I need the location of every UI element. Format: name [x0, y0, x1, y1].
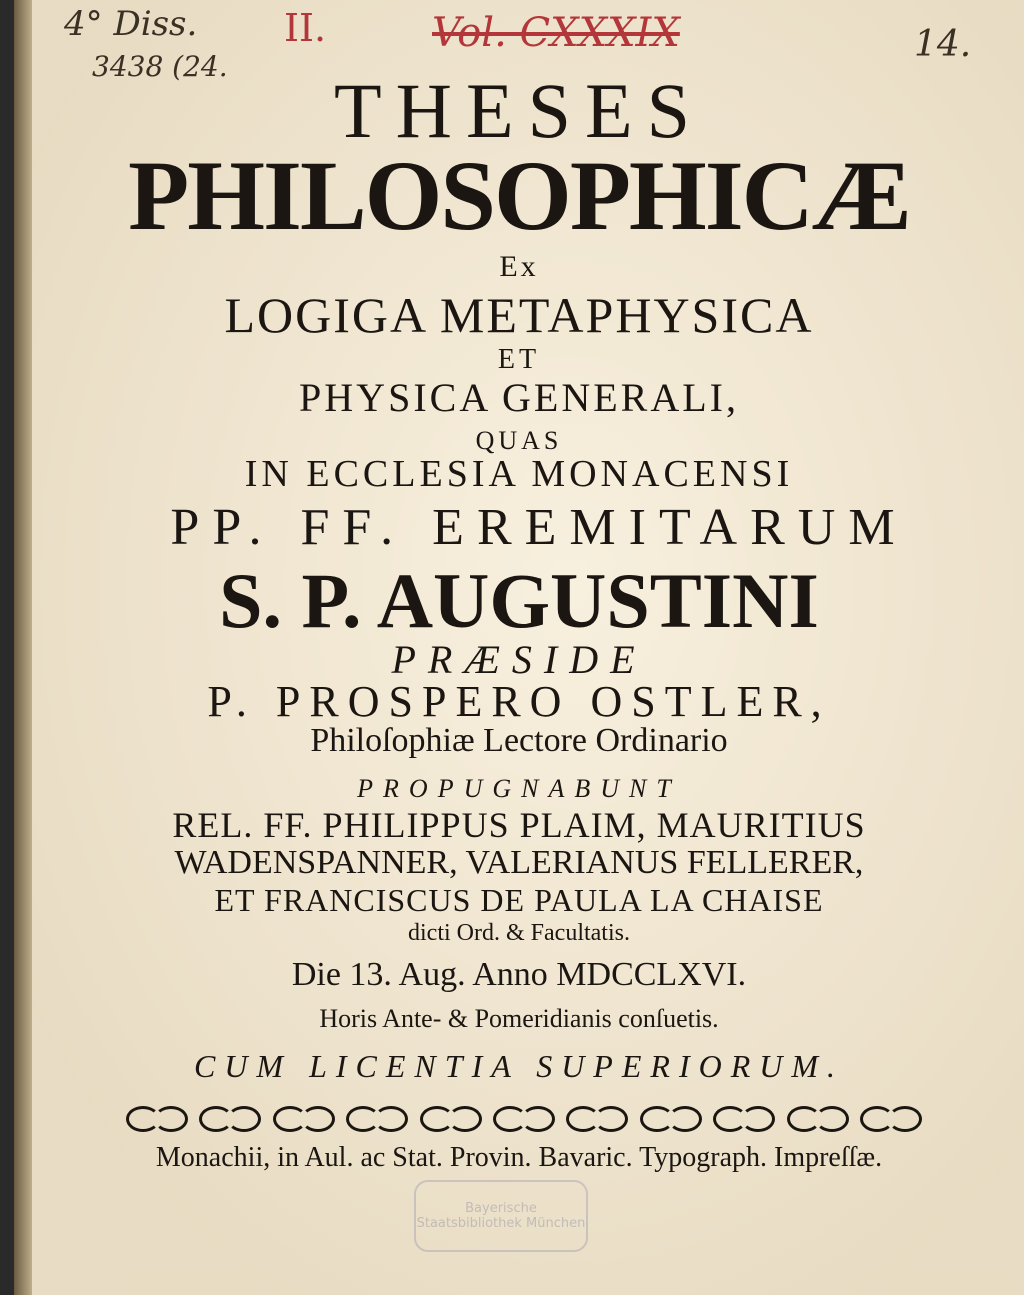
title-philosophicae: PHILOSOPHICÆ	[128, 140, 910, 251]
ornament-unit	[271, 1102, 337, 1130]
title-ecclesia: IN ECCLESIA MONACENSI	[244, 453, 794, 495]
title-et: ET	[497, 344, 541, 375]
date-line: Die 13. Aug. Anno MDCCLXVI.	[291, 956, 747, 993]
ornament-unit	[785, 1102, 851, 1130]
ornament-unit	[564, 1102, 630, 1130]
praeses-role: Philoſophiæ Lectore Ordinario	[310, 722, 728, 759]
title-theses: THESES	[333, 67, 705, 154]
defenders-line-3: ET FRANCISCUS DE PAULA LA CHAISE	[214, 882, 824, 918]
defenders-line-1: REL. FF. PHILIPPUS PLAIM, MAURITIUS	[172, 805, 866, 845]
ornament-unit	[197, 1102, 263, 1130]
defenders-line-2: WADENSPANNER, VALERIANUS FELLERER,	[174, 844, 864, 881]
hours-line: Horis Ante- & Pomeridianis conſuetis.	[319, 1004, 719, 1033]
title-physica-generali: PHYSICA GENERALI,	[299, 375, 739, 420]
praeses-name: P. PROSPERO OSTLER,	[207, 677, 831, 726]
title-page	[14, 0, 1024, 1295]
imprint-line: Monachii, in Aul. ac Stat. Provin. Bavaric. Typograph. Impreſſæ.	[155, 1142, 883, 1173]
number-annotation: 3438 (24.	[92, 50, 228, 83]
defenders-line-4: dicti Ord. & Facultatis.	[408, 920, 630, 946]
ornament-unit	[491, 1102, 557, 1130]
ornament-unit	[638, 1102, 704, 1130]
library-stamp: Bayerische Staatsbibliothek München	[414, 1180, 588, 1252]
ornament-unit	[711, 1102, 777, 1130]
ornament-unit	[418, 1102, 484, 1130]
shelfmark-annotation: 4° Diss.	[64, 4, 198, 44]
ornament-band	[124, 1096, 924, 1136]
title-quas: QUAS	[475, 426, 563, 455]
ornament-unit	[344, 1102, 410, 1130]
ornament-unit	[858, 1102, 924, 1130]
title-logica-metaphysica: LOGIGA METAPHYSICA	[224, 287, 814, 343]
folio-annotation: 14.	[914, 24, 972, 65]
propugnabunt-label: PROPUGNABUNT	[357, 774, 681, 803]
volume-annotation: Vol. CXXXIX	[432, 10, 680, 56]
praeside-label: PRÆSIDE	[391, 637, 647, 682]
ornament-unit	[124, 1102, 190, 1130]
title-ex: Ex	[499, 250, 539, 283]
title-augustini: S. P. AUGUSTINI	[219, 557, 819, 644]
roman-annotation: II.	[284, 6, 327, 50]
title-eremitarum: PP. FF. EREMITARUM	[170, 499, 908, 556]
license-line: CUM LICENTIA SUPERIORUM.	[193, 1048, 845, 1084]
